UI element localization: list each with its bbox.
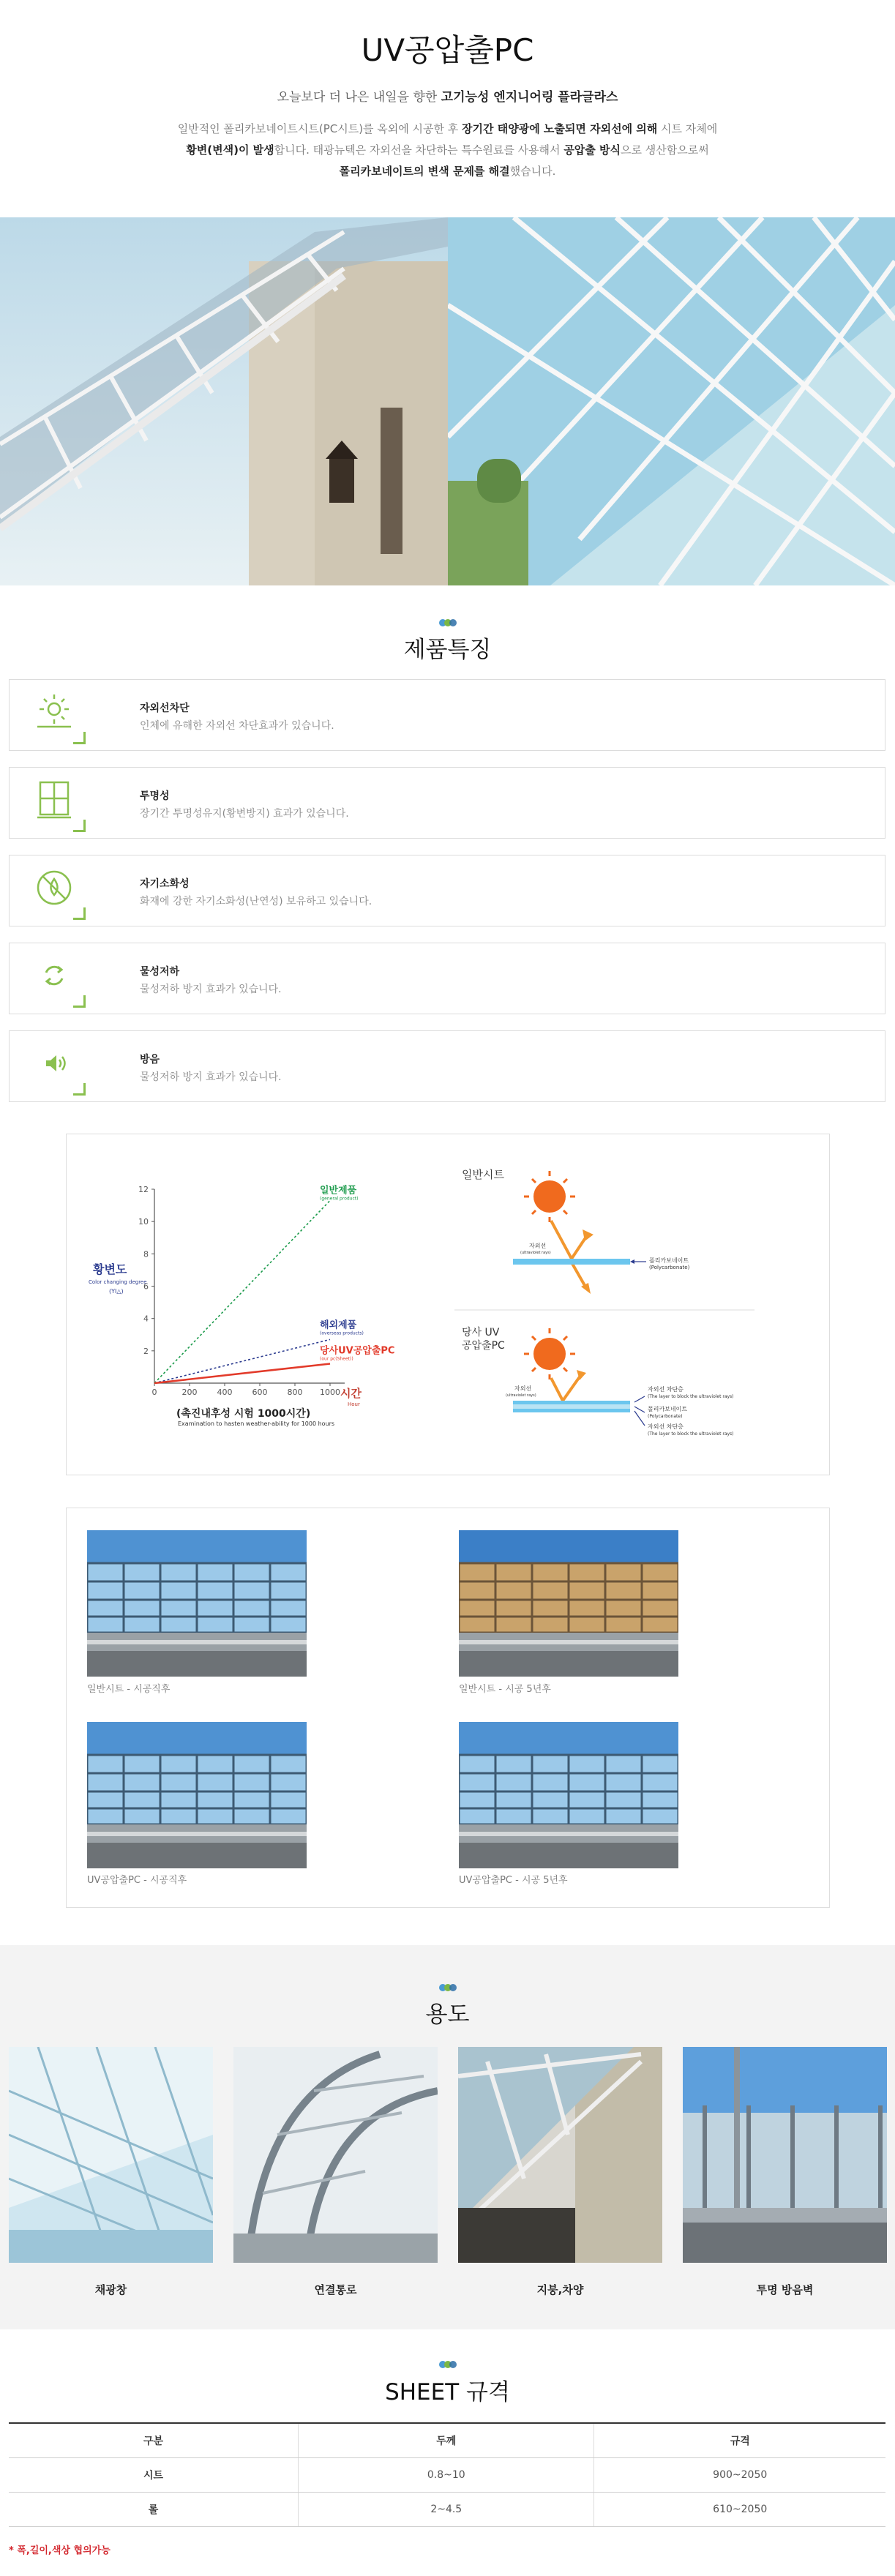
- table-cell: 시트: [9, 2458, 299, 2493]
- uv-ray-label-en: (ultraviolet rays): [520, 1251, 551, 1255]
- series-label: 해외제품: [320, 1319, 357, 1331]
- use-image-canopy: [458, 2047, 662, 2263]
- feature-title: 자외선차단: [140, 703, 190, 714]
- spec-note: * 폭,길이,색상 협의가능: [9, 2545, 111, 2556]
- comparison-photo: [459, 1530, 678, 1677]
- feature-card-soundproof: [9, 1030, 885, 1102]
- y-tick-label: 4: [143, 1314, 149, 1324]
- uv-diagram-general: [462, 1168, 690, 1294]
- use-caption: 투명 방음벽: [756, 2283, 814, 2296]
- table-cell: 0.8~10: [299, 2458, 594, 2493]
- desc-bold: 황변(변색)이 발생: [186, 143, 274, 157]
- feature-desc: 물성저하 방지 효과가 있습니다.: [140, 1071, 282, 1083]
- comparison-photo: [87, 1530, 307, 1677]
- x-tick-label: 0: [151, 1388, 157, 1397]
- y-axis-label-en: Color changing degree: [89, 1279, 147, 1285]
- uv-block-icon: [29, 687, 86, 744]
- no-fire-icon: [29, 863, 86, 920]
- recycle-icon: [29, 951, 86, 1008]
- desc-text: 했습니다.: [509, 165, 556, 178]
- hero-image-skylight: [448, 217, 895, 585]
- feature-card-flame: [9, 855, 885, 926]
- ours-label-2: 공압출PC: [462, 1340, 505, 1352]
- hero-subtitle-bold: 고기능성 엔지니어링 플라글라스: [441, 90, 618, 105]
- table-cell: 900~2050: [594, 2458, 885, 2493]
- comparison-caption: UV공압출PC - 시공 5년후: [459, 1875, 568, 1886]
- y-tick-label: 12: [138, 1185, 149, 1194]
- section-dots-icon: [439, 2360, 457, 2369]
- speaker-icon: [29, 1038, 86, 1096]
- uv-ray-label: 자외선: [514, 1385, 532, 1392]
- desc-text: 합니다. 태광뉴텍은 자외선을 차단하는 특수원료를 사용해서: [274, 143, 564, 157]
- desc-text: 으로 생산함으로써: [621, 143, 709, 157]
- y-axis-label: 황변도: [93, 1262, 127, 1276]
- use-image-skylight: [9, 2047, 213, 2263]
- use-caption: 연결통로: [314, 2283, 357, 2296]
- sun-icon: [524, 1171, 575, 1222]
- x-tick-label: 1000: [320, 1388, 340, 1397]
- layer-top-label-en: (The layer to block the ultraviolet rays): [648, 1394, 734, 1399]
- table-header-row: [9, 2423, 885, 2458]
- hero-subtitle-plain: 오늘보다 더 나은 내일을 향한: [277, 90, 441, 105]
- feature-title: 방음: [140, 1054, 160, 1066]
- table-header: 구분: [9, 2423, 299, 2458]
- layer-bot-label-en: (The layer to block the ultraviolet rays): [648, 1431, 734, 1437]
- yellowing-chart-panel: [66, 1134, 830, 1475]
- y-tick-label: 2: [143, 1346, 149, 1356]
- series-line: [154, 1339, 330, 1383]
- feature-title: 물성저하: [140, 966, 180, 978]
- feature-desc: 화재에 강한 자기소화성(난연성) 보유하고 있습니다.: [140, 896, 372, 907]
- pc-label: 폴리카보네이트: [649, 1257, 689, 1264]
- comparison-photo: [459, 1722, 678, 1868]
- uv-ray-label: 자외선: [529, 1243, 547, 1249]
- series-label-en: (general product): [320, 1196, 359, 1202]
- noise-wall-image: [87, 1530, 307, 1677]
- feature-desc: 장기간 투명성유지(황변방지) 효과가 있습니다.: [140, 808, 349, 820]
- table-cell: 610~2050: [594, 2493, 885, 2527]
- y-tick-label: 6: [143, 1281, 149, 1292]
- x-axis-label-en: Hour: [348, 1401, 360, 1407]
- y-tick-label: 10: [138, 1217, 149, 1227]
- feature-title: 자기소화성: [140, 878, 190, 890]
- table-header: 두께: [299, 2423, 594, 2458]
- use-caption: 채광창: [94, 2283, 127, 2296]
- layer-mid-label-en: (Polycarbonate): [648, 1414, 683, 1419]
- yellowing-chart: [67, 1134, 829, 1475]
- feature-card-durability: [9, 943, 885, 1014]
- spec-table: [9, 2422, 885, 2527]
- desc-bold: 공압출 방식: [563, 143, 621, 157]
- feature-card-uv: [9, 679, 885, 751]
- y-axis-unit: (YI△): [109, 1288, 124, 1295]
- layer-bot-label: 자외선 차단층: [648, 1423, 684, 1430]
- x-axis-label: 시간: [340, 1387, 362, 1400]
- general-sheet-label: 일반시트: [462, 1168, 504, 1181]
- section-dots-icon: [439, 1983, 457, 1992]
- comparison-panel: [66, 1508, 830, 1908]
- table-cell: 2~4.5: [299, 2493, 594, 2527]
- section-dots-icon: [439, 618, 457, 627]
- hero-subtitle: [0, 86, 895, 105]
- layer-mid-label: 폴리카보네이트: [648, 1406, 688, 1412]
- desc-text: 시트 자체에: [657, 122, 718, 135]
- section-title-uses: 용도: [425, 2002, 470, 2028]
- x-tick-label: 600: [252, 1388, 268, 1397]
- feature-title: 투명성: [140, 790, 170, 802]
- series-label-en: (overseas products): [320, 1330, 364, 1336]
- hero-description: [117, 119, 778, 182]
- ours-label-1: 당사 UV: [462, 1327, 500, 1338]
- chart-title: (촉진내후성 시험 1000시간): [176, 1408, 311, 1420]
- noise-wall-image: [87, 1722, 307, 1868]
- table-row: [9, 2458, 885, 2493]
- table-cell: 롤: [9, 2493, 299, 2527]
- x-tick-label: 200: [181, 1388, 198, 1397]
- y-tick-label: 8: [143, 1249, 149, 1259]
- desc-bold: 장기간 태양광에 노출되면 자외선에 의해: [462, 122, 658, 135]
- hero-image-canopy: [0, 217, 448, 585]
- table-header: 규격: [594, 2423, 885, 2458]
- series-line: [154, 1200, 330, 1383]
- table-row: [9, 2493, 885, 2527]
- feature-card-transparency: [9, 767, 885, 839]
- page-title: UV공압출PC: [361, 32, 534, 68]
- comparison-caption: UV공압출PC - 시공직후: [87, 1875, 187, 1886]
- series-line: [154, 1364, 330, 1384]
- noise-wall-image: [459, 1722, 678, 1868]
- pc-label-en: (Polycarbonate): [649, 1265, 690, 1270]
- layer-top-label: 자외선 차단층: [648, 1386, 684, 1393]
- chart-subtitle: Examination to hasten weather-ability for 1000 hours: [178, 1420, 335, 1427]
- series-label: 일반제품: [320, 1185, 357, 1197]
- feature-desc: 인체에 유해한 자외선 차단효과가 있습니다.: [140, 720, 334, 732]
- desc-text: 일반적인 폴리카보네이트시트(PC시트)를 옥외에 시공한 후: [177, 122, 463, 135]
- feature-desc: 물성저하 방지 효과가 있습니다.: [140, 984, 282, 995]
- comparison-caption: 일반시트 - 시공직후: [87, 1684, 171, 1695]
- sun-icon: [524, 1328, 575, 1379]
- desc-bold: 폴리카보네이트의 변색 문제를 해결: [339, 165, 510, 178]
- comparison-caption: 일반시트 - 시공 5년후: [459, 1684, 551, 1695]
- x-tick-label: 800: [287, 1388, 303, 1397]
- section-title-spec: SHEET 규격: [385, 2379, 510, 2405]
- uv-ray-label-en: (ultraviolet rays): [506, 1393, 536, 1398]
- noise-wall-image: [459, 1530, 678, 1677]
- series-label: 당사UV공압출PC: [320, 1345, 395, 1357]
- use-image-walkway: [233, 2047, 438, 2263]
- use-caption: 지붕,차양: [536, 2283, 584, 2296]
- x-tick-label: 400: [217, 1388, 233, 1397]
- uv-diagram-ours: [462, 1326, 734, 1437]
- use-image-noise-wall: [683, 2047, 887, 2263]
- series-label-en: (our pc(Sheet)): [320, 1356, 353, 1362]
- section-title-features: 제품특징: [403, 637, 492, 663]
- comparison-photo: [87, 1722, 307, 1868]
- window-icon: [29, 775, 86, 832]
